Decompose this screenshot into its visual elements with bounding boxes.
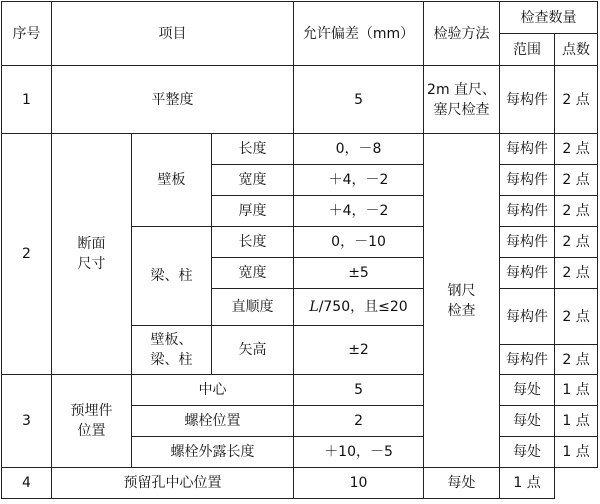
- row3-label-line1: 预埋件: [70, 403, 113, 419]
- beam-width-label: 宽度: [212, 258, 294, 289]
- center-tolerance: 5: [294, 375, 424, 406]
- beam-column-label: 梁、柱: [132, 227, 212, 326]
- row2-label-line2: 尺寸: [77, 256, 106, 272]
- wall-panel-label: 壁板: [132, 134, 212, 227]
- row-scope: 每构件: [500, 196, 555, 227]
- beam-width-tolerance: ±5: [294, 258, 424, 289]
- row-scope: 每构件: [500, 289, 555, 345]
- row3-label-line2: 位置: [77, 423, 106, 439]
- wall-beam-col-label: [132, 326, 212, 375]
- row-points: 2 点: [555, 289, 598, 345]
- header-method: 检验方法: [424, 2, 500, 66]
- row-scope: 每构件: [500, 258, 555, 289]
- straightness-tolerance: [294, 289, 424, 326]
- beam-length-tolerance: 0，－10: [294, 227, 424, 258]
- row3-seq: 3: [2, 375, 52, 468]
- row-scope: 每构件: [500, 134, 555, 165]
- row-scope: 每处: [500, 375, 555, 406]
- row2-seq: 2: [2, 134, 52, 375]
- row-points: 2 点: [555, 258, 598, 289]
- bolt-position-tolerance: 2: [294, 406, 424, 437]
- row1-method: [424, 66, 500, 134]
- header-tolerance: 允许偏差（mm）: [294, 2, 424, 66]
- row-scope: 每构件: [500, 165, 555, 196]
- bolt-exposed-tolerance: ＋10，－5: [294, 437, 424, 468]
- table-row: [2, 134, 598, 165]
- row1-points: 2 点: [555, 66, 598, 134]
- row-scope: 每处: [500, 406, 555, 437]
- row-points: 1 点: [555, 437, 598, 468]
- row-points: 1 点: [500, 468, 555, 499]
- row4-item: 预留孔中心位置: [52, 468, 294, 499]
- row-points: 2 点: [555, 345, 598, 375]
- wall-width-label: 宽度: [212, 165, 294, 196]
- bolt-position-label: 螺栓位置: [132, 406, 294, 437]
- row2-label-line1: 断面: [77, 236, 106, 252]
- wall-length-tolerance: 0，－8: [294, 134, 424, 165]
- wall-length-label: 长度: [212, 134, 294, 165]
- row-scope: 每构件: [500, 227, 555, 258]
- row1-tolerance: 5: [294, 66, 424, 134]
- row-scope: 每处: [500, 437, 555, 468]
- row1-method-line2: 塞尺检查: [433, 101, 490, 118]
- wall-thickness-tolerance: ＋4，－2: [294, 196, 424, 227]
- center-label: 中心: [132, 375, 294, 406]
- row-points: 1 点: [555, 406, 598, 437]
- straightness-tol-rest: /750，且≤20: [318, 299, 408, 315]
- tolerance-table: [1, 1, 598, 499]
- row-points: 2 点: [555, 165, 598, 196]
- row1-item: 平整度: [52, 66, 294, 134]
- header-seq: 序号: [2, 2, 52, 66]
- row-points: 1 点: [555, 375, 598, 406]
- row-points: 2 点: [555, 227, 598, 258]
- row4-seq: 4: [2, 468, 52, 499]
- header-quantity: 检查数量: [500, 2, 598, 34]
- bolt-exposed-label: 螺栓外露长度: [132, 437, 294, 468]
- wall-width-tolerance: ＋4，－2: [294, 165, 424, 196]
- wall-beam-col-line1: 壁板、: [150, 332, 193, 348]
- sagitta-label: 矢高: [212, 326, 294, 375]
- row2-label: [52, 134, 132, 375]
- table-row: [2, 375, 598, 406]
- header-row-top: [2, 2, 598, 34]
- table-row: [2, 468, 598, 499]
- row-scope: 每构件: [500, 345, 555, 375]
- straightness-label: 直顺度: [212, 289, 294, 326]
- row-scope: 每处: [424, 468, 500, 499]
- row-points: 2 点: [555, 196, 598, 227]
- wall-thickness-label: 厚度: [212, 196, 294, 227]
- steel-ruler-line2: 检查: [447, 302, 476, 319]
- straightness-tol-var: L: [309, 299, 319, 315]
- row4-tolerance: 10: [294, 468, 424, 499]
- tolerance-table-wrapper: [1, 1, 598, 499]
- steel-ruler-method: [424, 134, 500, 468]
- row-points: 2 点: [555, 134, 598, 165]
- row3-label: [52, 375, 132, 468]
- sagitta-tolerance: ±2: [294, 326, 424, 375]
- header-points: 点数: [555, 34, 598, 66]
- header-scope: 范围: [500, 34, 555, 66]
- wall-beam-col-line2: 梁、柱: [150, 352, 193, 368]
- row1-seq: 1: [2, 66, 52, 134]
- steel-ruler-line1: 钢尺: [447, 282, 476, 299]
- row1-method-line1: 2m 直尺、: [427, 81, 497, 98]
- header-item: 项目: [52, 2, 294, 66]
- row1-scope: 每构件: [500, 66, 555, 134]
- table-row: [2, 66, 598, 134]
- beam-length-label: 长度: [212, 227, 294, 258]
